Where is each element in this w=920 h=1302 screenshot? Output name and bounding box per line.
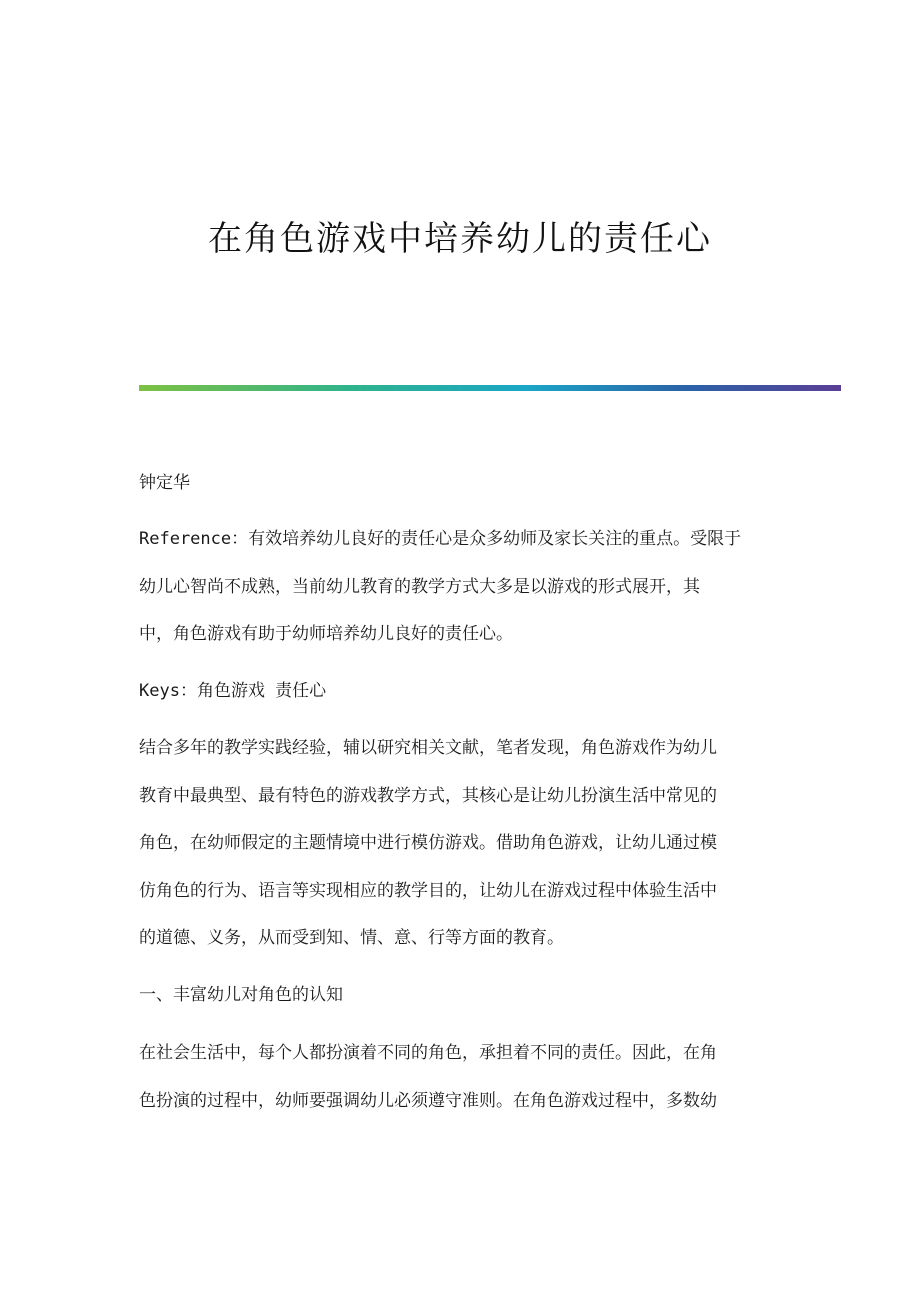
- document-title: 在角色游戏中培养幼儿的责任心: [208, 219, 712, 259]
- abstract-line: 中，角色游戏有助于幼师培养幼儿良好的责任心。: [139, 624, 513, 644]
- intro-paragraph: [139, 725, 779, 963]
- paragraph-line: 教育中最典型、最有特色的游戏教学方式，其核心是让幼儿扮演生活中常见的: [139, 785, 717, 806]
- keywords: Keys：角色游戏 责任心: [139, 681, 327, 701]
- paragraph-line: 在社会生活中，每个人都扮演着不同的角色，承担着不同的责任。因此，在角: [139, 1043, 717, 1063]
- section1-paragraph: [139, 1030, 779, 1125]
- title-divider: [139, 385, 841, 391]
- paragraph-line: 角色，在幼师假定的主题情境中进行模仿游戏。借助角色游戏，让幼儿通过模: [139, 833, 717, 853]
- paragraph-line: 的道德、义务，从而受到知、情、意、行等方面的教育。: [139, 928, 564, 948]
- paragraph-line: 仿角色的行为、语言等实现相应的教学目的，让幼儿在游戏过程中体验生活中: [139, 880, 717, 901]
- abstract-block: [139, 516, 779, 659]
- abstract-line: 幼儿心智尚不成熟，当前幼儿教育的教学方式大多是以游戏的形式展开，其: [139, 576, 700, 597]
- paragraph-line: 色扮演的过程中，幼师要强调幼儿必须遵守准则。在角色游戏过程中，多数幼: [139, 1090, 717, 1111]
- paragraph-line: 结合多年的教学实践经验，辅以研究相关文献，笔者发现，角色游戏作为幼儿: [139, 738, 717, 758]
- author-name: 钟定华: [139, 473, 190, 493]
- abstract-line: Reference：有效培养幼儿良好的责任心是众多幼师及家长关注的重点。受限于: [139, 529, 742, 549]
- section-heading: 一、丰富幼儿对角色的认知: [139, 985, 343, 1005]
